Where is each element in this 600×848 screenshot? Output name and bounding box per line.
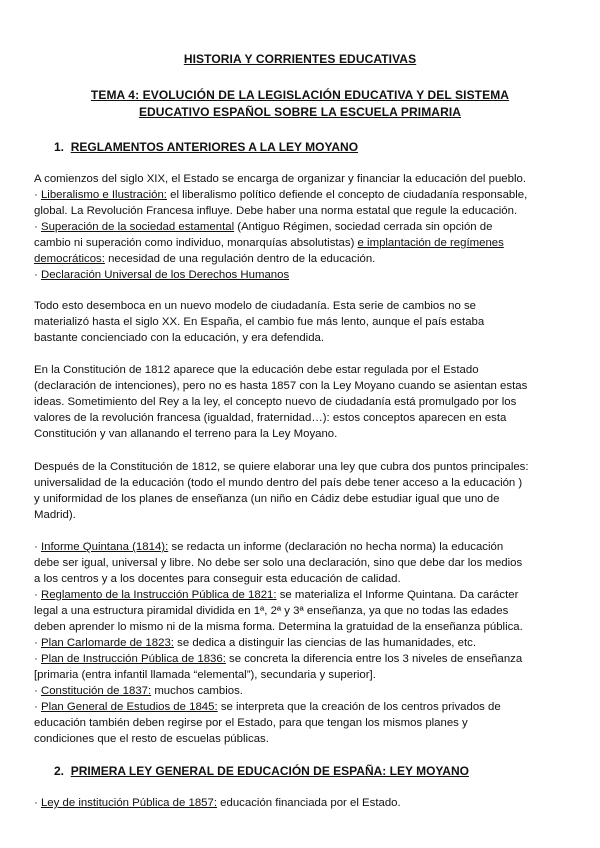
bullet-marker: · bbox=[34, 685, 41, 697]
bullet-text: muchos cambios. bbox=[151, 685, 243, 697]
text-line: y uniformidad de los planes de enseñanza (un niño en Cádiz debe estudiar igual que uno de bbox=[34, 493, 500, 505]
bullet-line bbox=[34, 684, 243, 698]
underlined-term: e implantación de regímenes bbox=[357, 237, 504, 249]
bullet-term: Informe Quintana (1814): bbox=[40, 541, 169, 553]
bullet-term: Liberalismo e Ilustración: bbox=[40, 189, 167, 201]
bullet-marker: · bbox=[34, 797, 41, 809]
bullet-marker: · bbox=[34, 221, 41, 233]
bullet-marker: · bbox=[34, 189, 41, 201]
section-1-number: 1. bbox=[54, 140, 65, 154]
text-line: ideas. Sometimiento del Rey a la ley, el concepto nuevo de ciudadanía está promulgado por los bbox=[34, 396, 517, 408]
section-1-title: REGLAMENTOS ANTERIORES A LA LEY MOYANO bbox=[70, 140, 359, 154]
topic-title-line-2: EDUCATIVO ESPAÑOL SOBRE LA ESCUELA PRIMARIA bbox=[138, 105, 462, 119]
bullet-line bbox=[34, 636, 476, 650]
bullet-marker: · bbox=[34, 589, 41, 601]
text-line: (declaración de intenciones), pero no es hasta 1857 con la Ley Moyano cuando se asientan estas bbox=[34, 380, 528, 392]
bullet-term: Superación de la sociedad estamental bbox=[40, 221, 235, 233]
bullet-text: el liberalismo político defiende el concepto de ciudadanía responsable, bbox=[166, 189, 528, 201]
text-line: a los centros y a los docentes para conseguir esta educación de calidad. bbox=[34, 573, 401, 585]
bullet-line bbox=[34, 700, 501, 714]
bullet-text: se dedica a distinguir las ciencias de las humanidades, etc. bbox=[173, 637, 476, 649]
bullet-term: Declaración Universal de los Derechos Humanos bbox=[40, 269, 290, 281]
bullet-line bbox=[34, 796, 401, 810]
bullet-marker: · bbox=[34, 701, 41, 713]
bullet-text: se redacta un informe (declaración no hecha norma) la educación bbox=[168, 541, 504, 553]
text-line: condiciones que el resto de escuelas públicas. bbox=[34, 733, 269, 745]
text-line: Todo esto desemboca en un nuevo modelo de ciudadanía. Esta serie de cambios no se bbox=[34, 300, 476, 312]
bullet-term: Constitución de 1837: bbox=[40, 685, 152, 697]
bullet-text: (Antiguo Régimen, sociedad cerrada sin opción de bbox=[234, 221, 493, 233]
bullet-text: se materializa el Informe Quintana. Da carácter bbox=[276, 589, 519, 601]
section-2-heading bbox=[54, 764, 469, 778]
section-2-number: 2. bbox=[54, 764, 65, 778]
text-line: legal a una estructura piramidal dividida en 1ª, 2ª y 3ª enseñanza, ya que no todas las edades bbox=[34, 605, 509, 617]
bullet-marker: · bbox=[34, 637, 41, 649]
bullet-text: se interpreta que la creación de los centros privados de bbox=[217, 701, 501, 713]
text-line: valores de la revolución francesa (igualdad, fraternidad…): estos conceptos aparecen en esta bbox=[34, 412, 507, 424]
text-line: En la Constitución de 1812 aparece que la educación debe estar regulada por el Estado bbox=[34, 364, 479, 376]
text-line: A comienzos del siglo XIX, el Estado se encarga de organizar y financiar la educación del pueblo. bbox=[34, 173, 526, 185]
bullet-term: Plan de Instrucción Pública de 1836: bbox=[40, 653, 226, 665]
bullet-text: educación financiada por el Estado. bbox=[217, 797, 401, 809]
bullet-term: Ley de institución Pública de 1857: bbox=[40, 797, 218, 809]
text-line: educación también deben regirse por el Estado, para que tengan los mismos planes y bbox=[34, 717, 468, 729]
bullet-line bbox=[34, 540, 503, 554]
text-line: Constitución y van allanando el terreno para la Ley Moyano. bbox=[34, 428, 338, 440]
document-title: HISTORIA Y CORRIENTES EDUCATIVAS bbox=[183, 52, 417, 66]
text-line: materializó hasta el siglo XX. En España, el cambio fue más lento, aunque el país estaba bbox=[34, 316, 485, 328]
text-fragment: necesidad de una regulación dentro de la educación. bbox=[104, 253, 376, 265]
underlined-term: democráticos: bbox=[34, 253, 105, 265]
text-line bbox=[34, 252, 375, 266]
text-fragment: cambio ni superación como individuo, monarquías absolutistas) bbox=[34, 237, 358, 249]
bullet-marker: · bbox=[34, 653, 41, 665]
bullet-text: se concreta la diferencia entre los 3 niveles de enseñanza bbox=[225, 653, 523, 665]
topic-title-line-1: TEMA 4: EVOLUCIÓN DE LA LEGISLACIÓN EDUCATIVA Y DEL SISTEMA bbox=[90, 88, 510, 102]
bullet-line bbox=[34, 220, 492, 234]
bullet-term: Reglamento de la Instrucción Pública de 1821: bbox=[40, 589, 277, 601]
text-line: Madrid). bbox=[34, 509, 76, 521]
bullet-line bbox=[34, 652, 522, 666]
bullet-line bbox=[34, 188, 527, 202]
bullet-marker: · bbox=[34, 541, 41, 553]
text-line bbox=[34, 236, 504, 250]
text-line: bastante concienciado con la educación, y era defendida. bbox=[34, 332, 325, 344]
text-line: global. La Revolución Francesa influye. Debe haber una norma estatal que regule la educación. bbox=[34, 205, 518, 217]
text-line: deben aprender lo mismo ni de la misma forma. Determina la gratuidad de la enseñanza pública. bbox=[34, 621, 523, 633]
bullet-term: Plan General de Estudios de 1845: bbox=[40, 701, 218, 713]
bullet-line bbox=[34, 588, 518, 602]
text-line: debe ser igual, universal y libre. No debe ser solo una declaración, sino que debe dar los medios bbox=[34, 557, 523, 569]
text-line: [primaria (entra infantil llamada “elemental”), secundaria y superior]. bbox=[34, 669, 376, 681]
text-line: universalidad de la educación (todo el mundo dentro del país debe tener acceso a la educación ) bbox=[34, 477, 523, 489]
section-1-heading bbox=[54, 140, 358, 154]
bullet-marker: · bbox=[34, 269, 41, 281]
text-line: Después de la Constitución de 1812, se quiere elaborar una ley que cubra dos puntos principales: bbox=[34, 461, 529, 473]
section-2-title: PRIMERA LEY GENERAL DE EDUCACIÓN DE ESPAÑA: LEY MOYANO bbox=[70, 764, 469, 778]
bullet-line bbox=[34, 268, 289, 282]
bullet-term: Plan Carlomarde de 1823: bbox=[40, 637, 174, 649]
